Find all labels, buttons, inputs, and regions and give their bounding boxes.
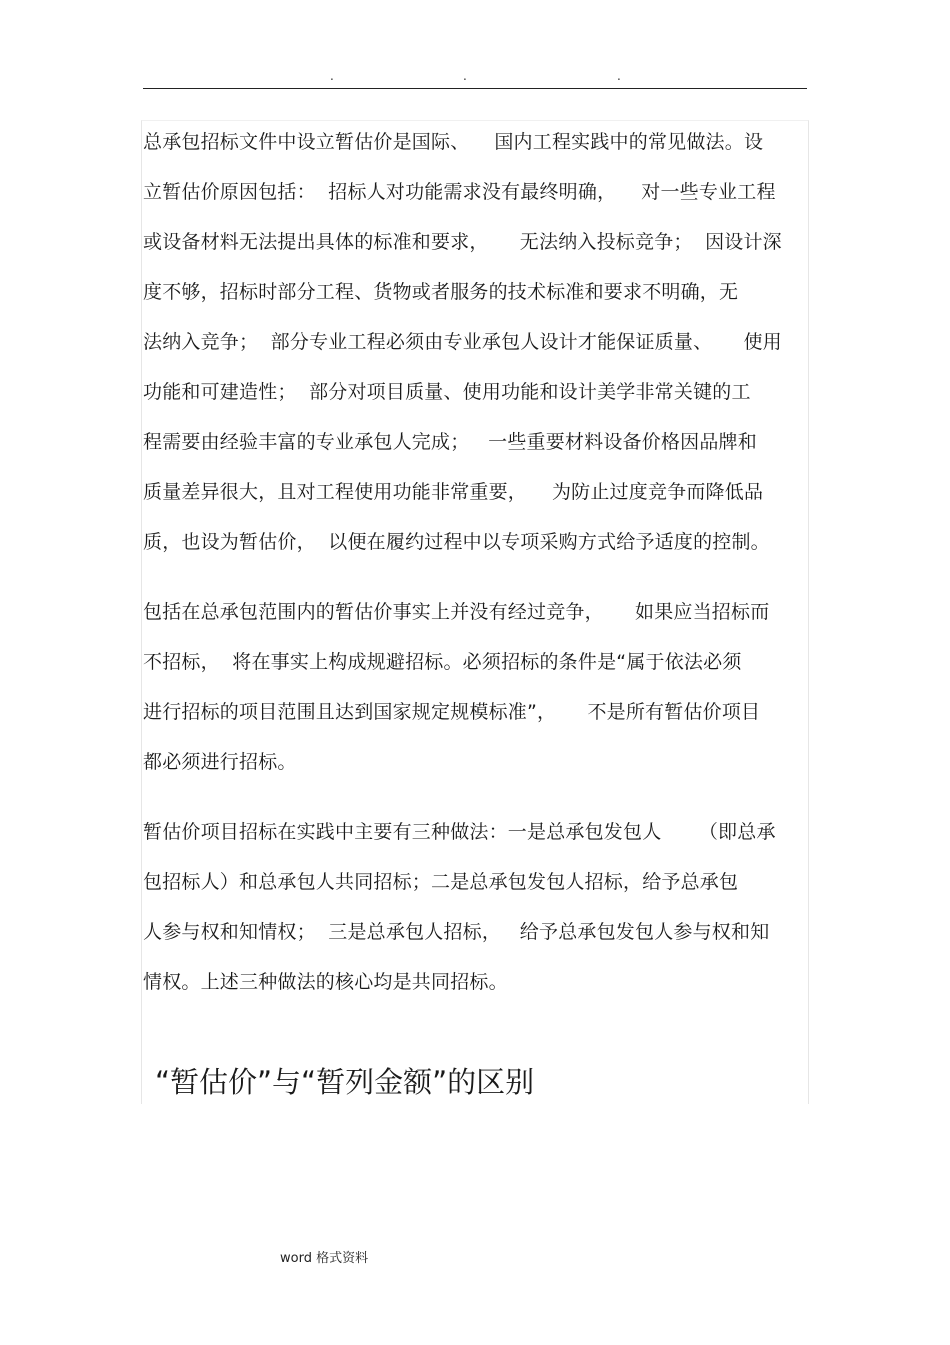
- text-line: 不招标， 将在事实上构成规避招标。必须招标的条件是“属于依法必须: [143, 651, 742, 673]
- section-heading: “暂估价”与“暂列金额”的区别: [155, 1065, 535, 1099]
- text-line: 暂估价项目招标在实践中主要有三种做法：一是总承包发包人 （即总承: [143, 821, 776, 843]
- header-dot: .: [617, 69, 621, 83]
- text-line: 都必须进行招标。: [143, 751, 297, 773]
- text-line: 或设备材料无法提出具体的标准和要求， 无法纳入投标竞争； 因设计深: [143, 231, 782, 253]
- text-line: 立暂估价原因包括： 招标人对功能需求没有最终明确， 对一些专业工程: [143, 181, 776, 203]
- text-line: 包招标人）和总承包人共同招标；二是总承包发包人招标，给予总承包: [143, 871, 739, 893]
- text-line: 功能和可建造性； 部分对项目质量、使用功能和设计美学非常关键的工: [143, 381, 751, 403]
- header-rule: [143, 88, 807, 89]
- text-line: 程需要由经验丰富的专业承包人完成； 一些重要材料设备价格因品牌和: [143, 431, 757, 453]
- page-footer: word 格式资料: [280, 1251, 369, 1266]
- text-line: 质量差异很大，且对工程使用功能非常重要， 为防止过度竞争而降低品: [143, 481, 764, 503]
- header-dot: .: [330, 69, 334, 83]
- text-line: 包括在总承包范围内的暂估价事实上并没有经过竞争， 如果应当招标而: [143, 601, 770, 623]
- paragraph-tendering-requirement: [143, 587, 805, 787]
- header-dot: .: [463, 69, 467, 83]
- text-line: 法纳入竞争； 部分专业工程必须由专业承包人设计才能保证质量、 使用: [143, 331, 782, 353]
- text-line: 质，也设为暂估价， 以便在履约过程中以专项采购方式给予适度的控制。: [143, 531, 770, 553]
- text-line: 情权。上述三种做法的核心均是共同招标。: [143, 971, 508, 993]
- paragraph-provisional-sum-reasons: [143, 117, 805, 567]
- text-line: 总承包招标文件中设立暂估价是国际、 国内工程实践中的常见做法。设: [143, 131, 764, 153]
- page-header-dots: [0, 70, 950, 84]
- text-line: 度不够，招标时部分工程、货物或者服务的技术标准和要求不明确，无: [143, 281, 739, 303]
- text-line: 进行招标的项目范围且达到国家规定规模标准”， 不是所有暂估价项目: [143, 701, 761, 723]
- text-line: 人参与权和知情权； 三是总承包人招标， 给予总承包发包人参与权和知: [143, 921, 770, 943]
- paragraph-three-practices: [143, 807, 805, 1007]
